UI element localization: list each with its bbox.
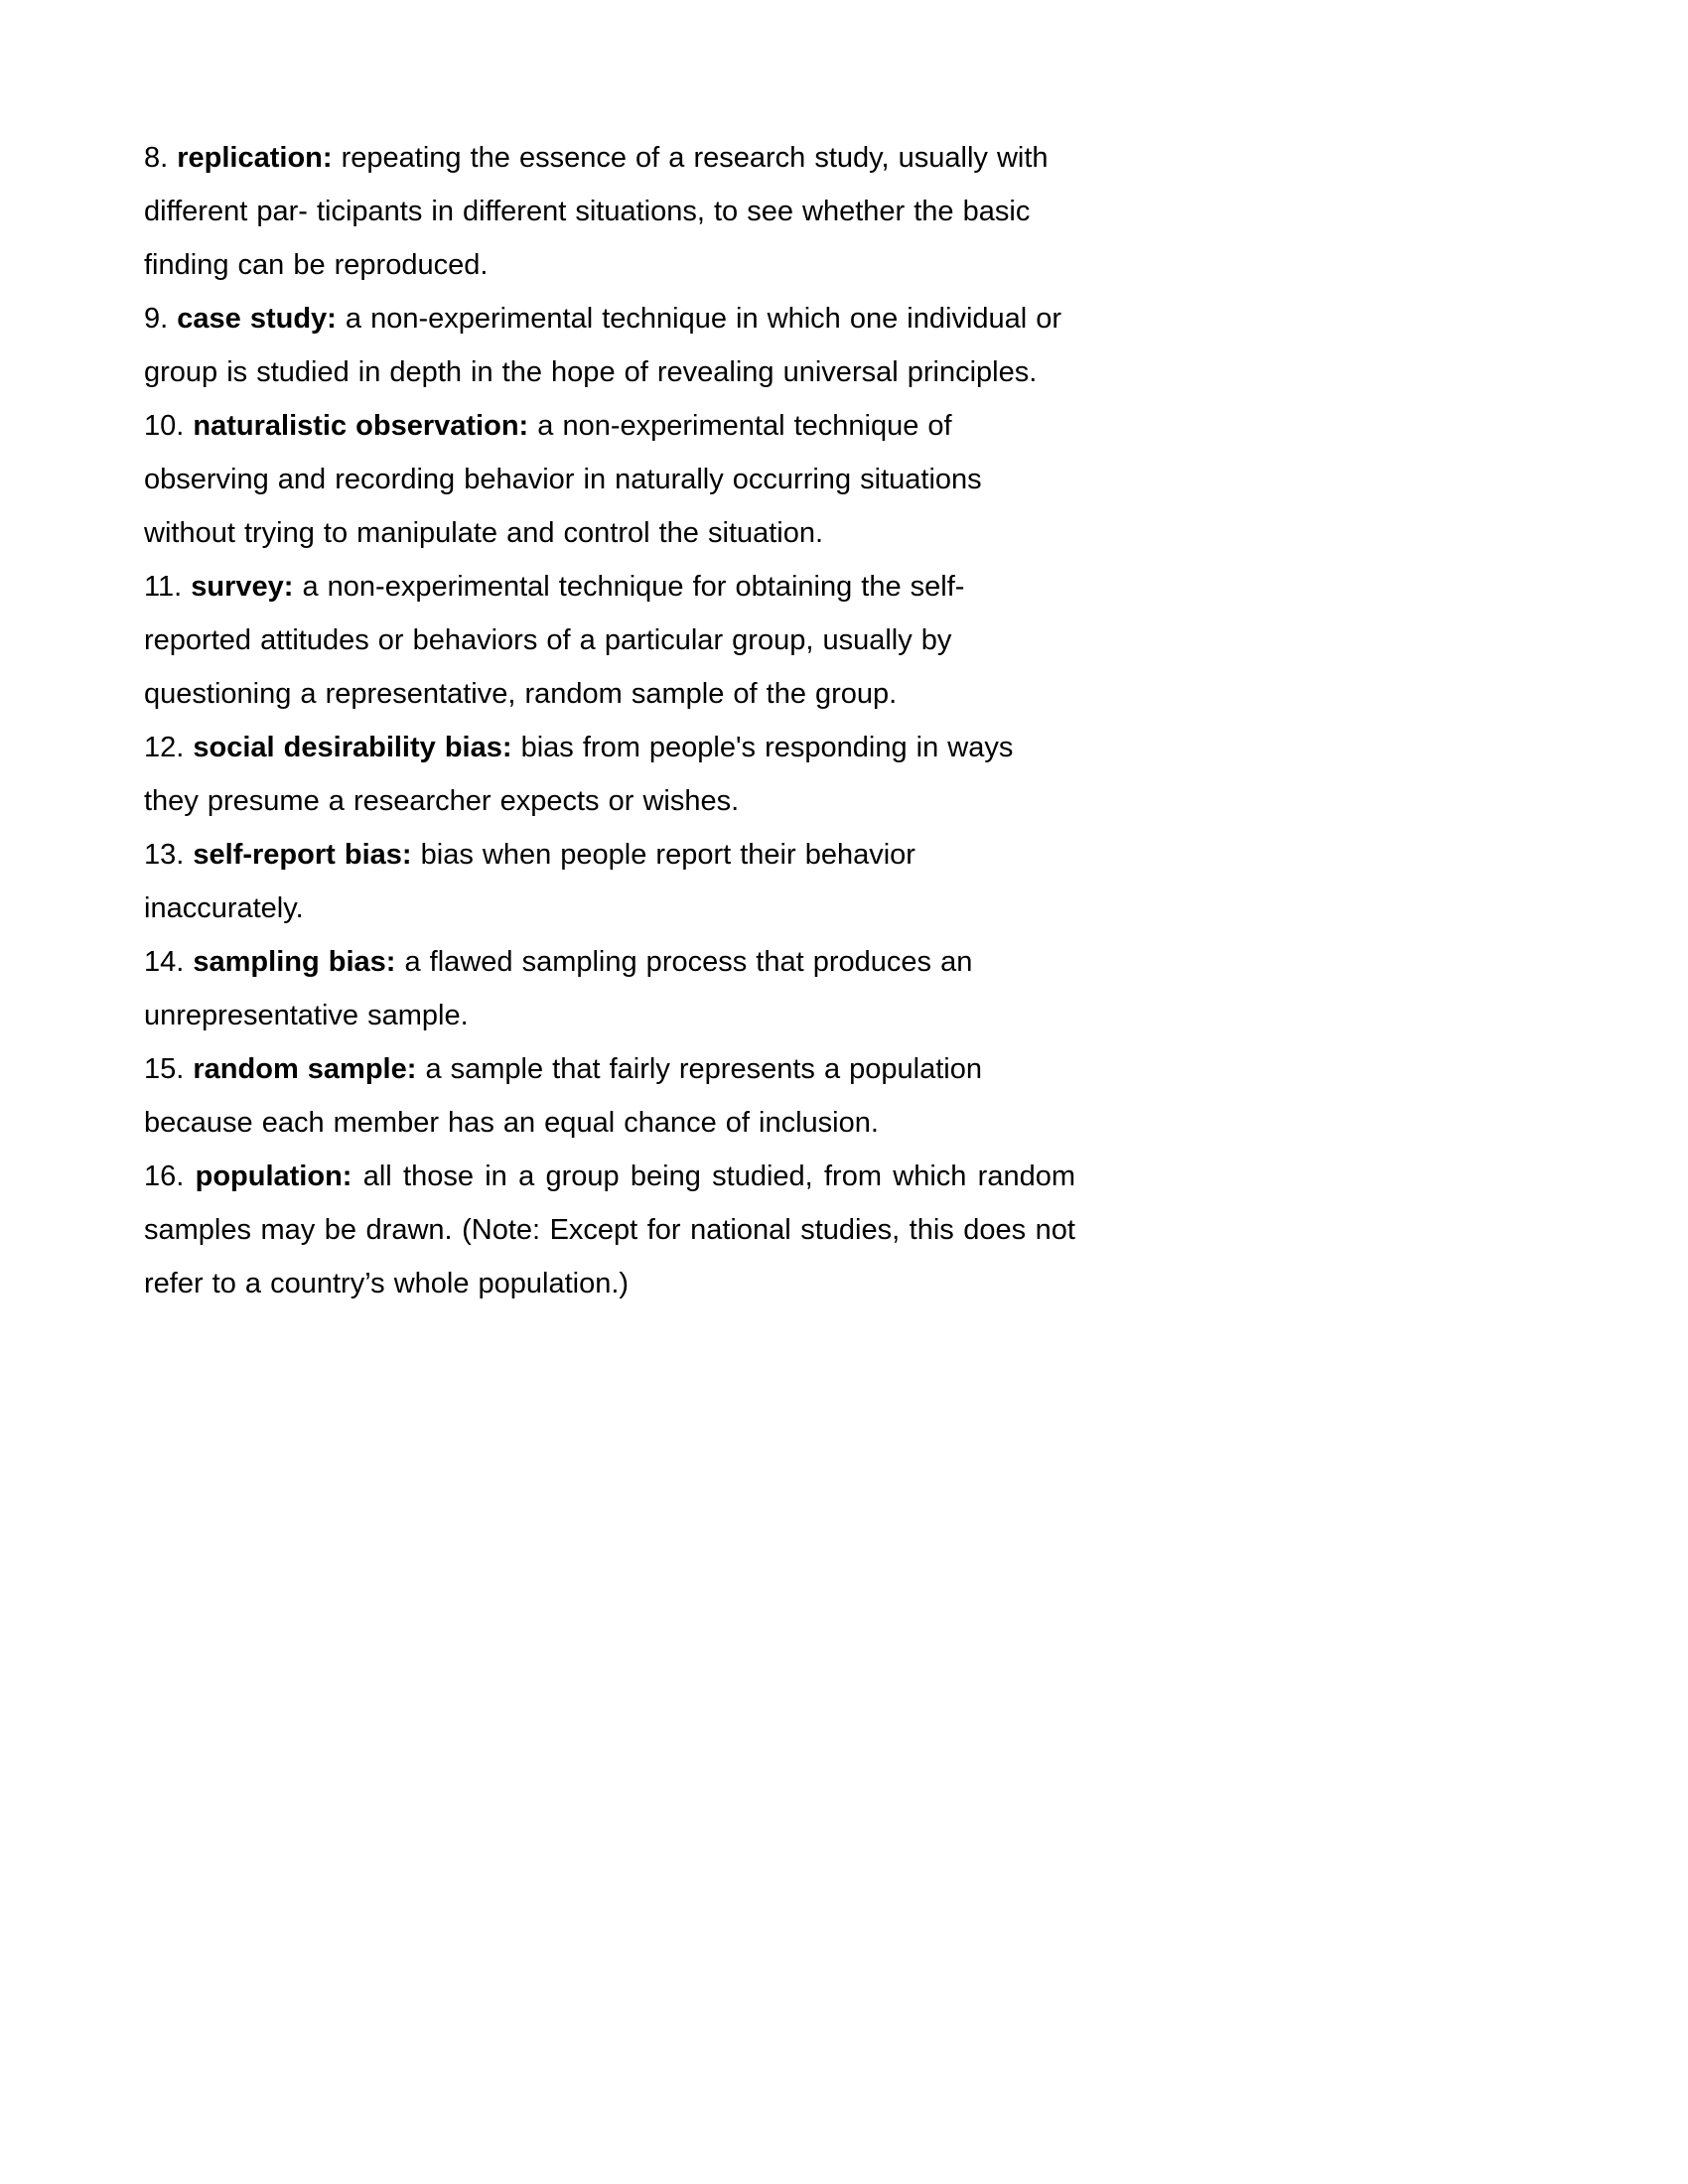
item-term: random sample:	[193, 1053, 417, 1085]
glossary-item	[144, 1150, 1075, 1310]
item-definition: a sample that fairly represents a population because each member has an equal chance of inclusion.	[144, 1053, 982, 1139]
item-term: self-report bias:	[193, 839, 412, 871]
item-number: 13.	[144, 839, 185, 871]
glossary-item	[144, 131, 1075, 292]
item-number: 15.	[144, 1053, 185, 1085]
item-term: case study:	[177, 303, 337, 335]
item-definition: a non-experimental technique for obtaining the self- reported attitudes or behaviors of a particular group, usually by questioning a representative, random sample of the group.	[144, 571, 965, 710]
item-number: 14.	[144, 946, 185, 978]
item-number: 16.	[144, 1160, 185, 1192]
item-term: naturalistic observation:	[193, 410, 529, 442]
glossary-list	[144, 131, 1075, 1310]
item-number: 10.	[144, 410, 185, 442]
item-definition: a non-experimental technique in which one individual or group is studied in depth in the hope of revealing universal principles.	[144, 303, 1062, 388]
item-number: 9.	[144, 303, 169, 335]
item-definition: repeating the essence of a research study, usually with different par- ticipants in different situations, to see whether the basic finding can be reproduced.	[144, 142, 1049, 281]
item-number: 11.	[144, 571, 183, 603]
item-term: population:	[195, 1160, 352, 1192]
item-definition: all those in a group being studied, from which random samples may be drawn. (Note: Except for national studies, this does not refer to a country’s whole population.)	[144, 1160, 1076, 1299]
glossary-item	[144, 292, 1075, 399]
item-term: survey:	[191, 571, 294, 603]
item-definition: a non-experimental technique of observing and recording behavior in naturally occurring situations without trying to manipulate and control the situation.	[144, 410, 982, 549]
item-definition: bias from people's responding in ways they presume a researcher expects or wishes.	[144, 732, 1014, 817]
item-term: replication:	[177, 142, 333, 174]
item-term: social desirability bias:	[193, 732, 512, 763]
glossary-item	[144, 399, 1075, 560]
glossary-item	[144, 1042, 1075, 1150]
glossary-item	[144, 560, 1075, 721]
item-term: sampling bias:	[193, 946, 396, 978]
glossary-item	[144, 721, 1075, 828]
item-definition: a flawed sampling process that produces an unrepresentative sample.	[144, 946, 973, 1031]
item-number: 8.	[144, 142, 169, 174]
glossary-item	[144, 935, 1075, 1042]
glossary-item	[144, 828, 1075, 935]
item-number: 12.	[144, 732, 185, 763]
item-definition: bias when people report their behavior inaccurately.	[144, 839, 915, 924]
